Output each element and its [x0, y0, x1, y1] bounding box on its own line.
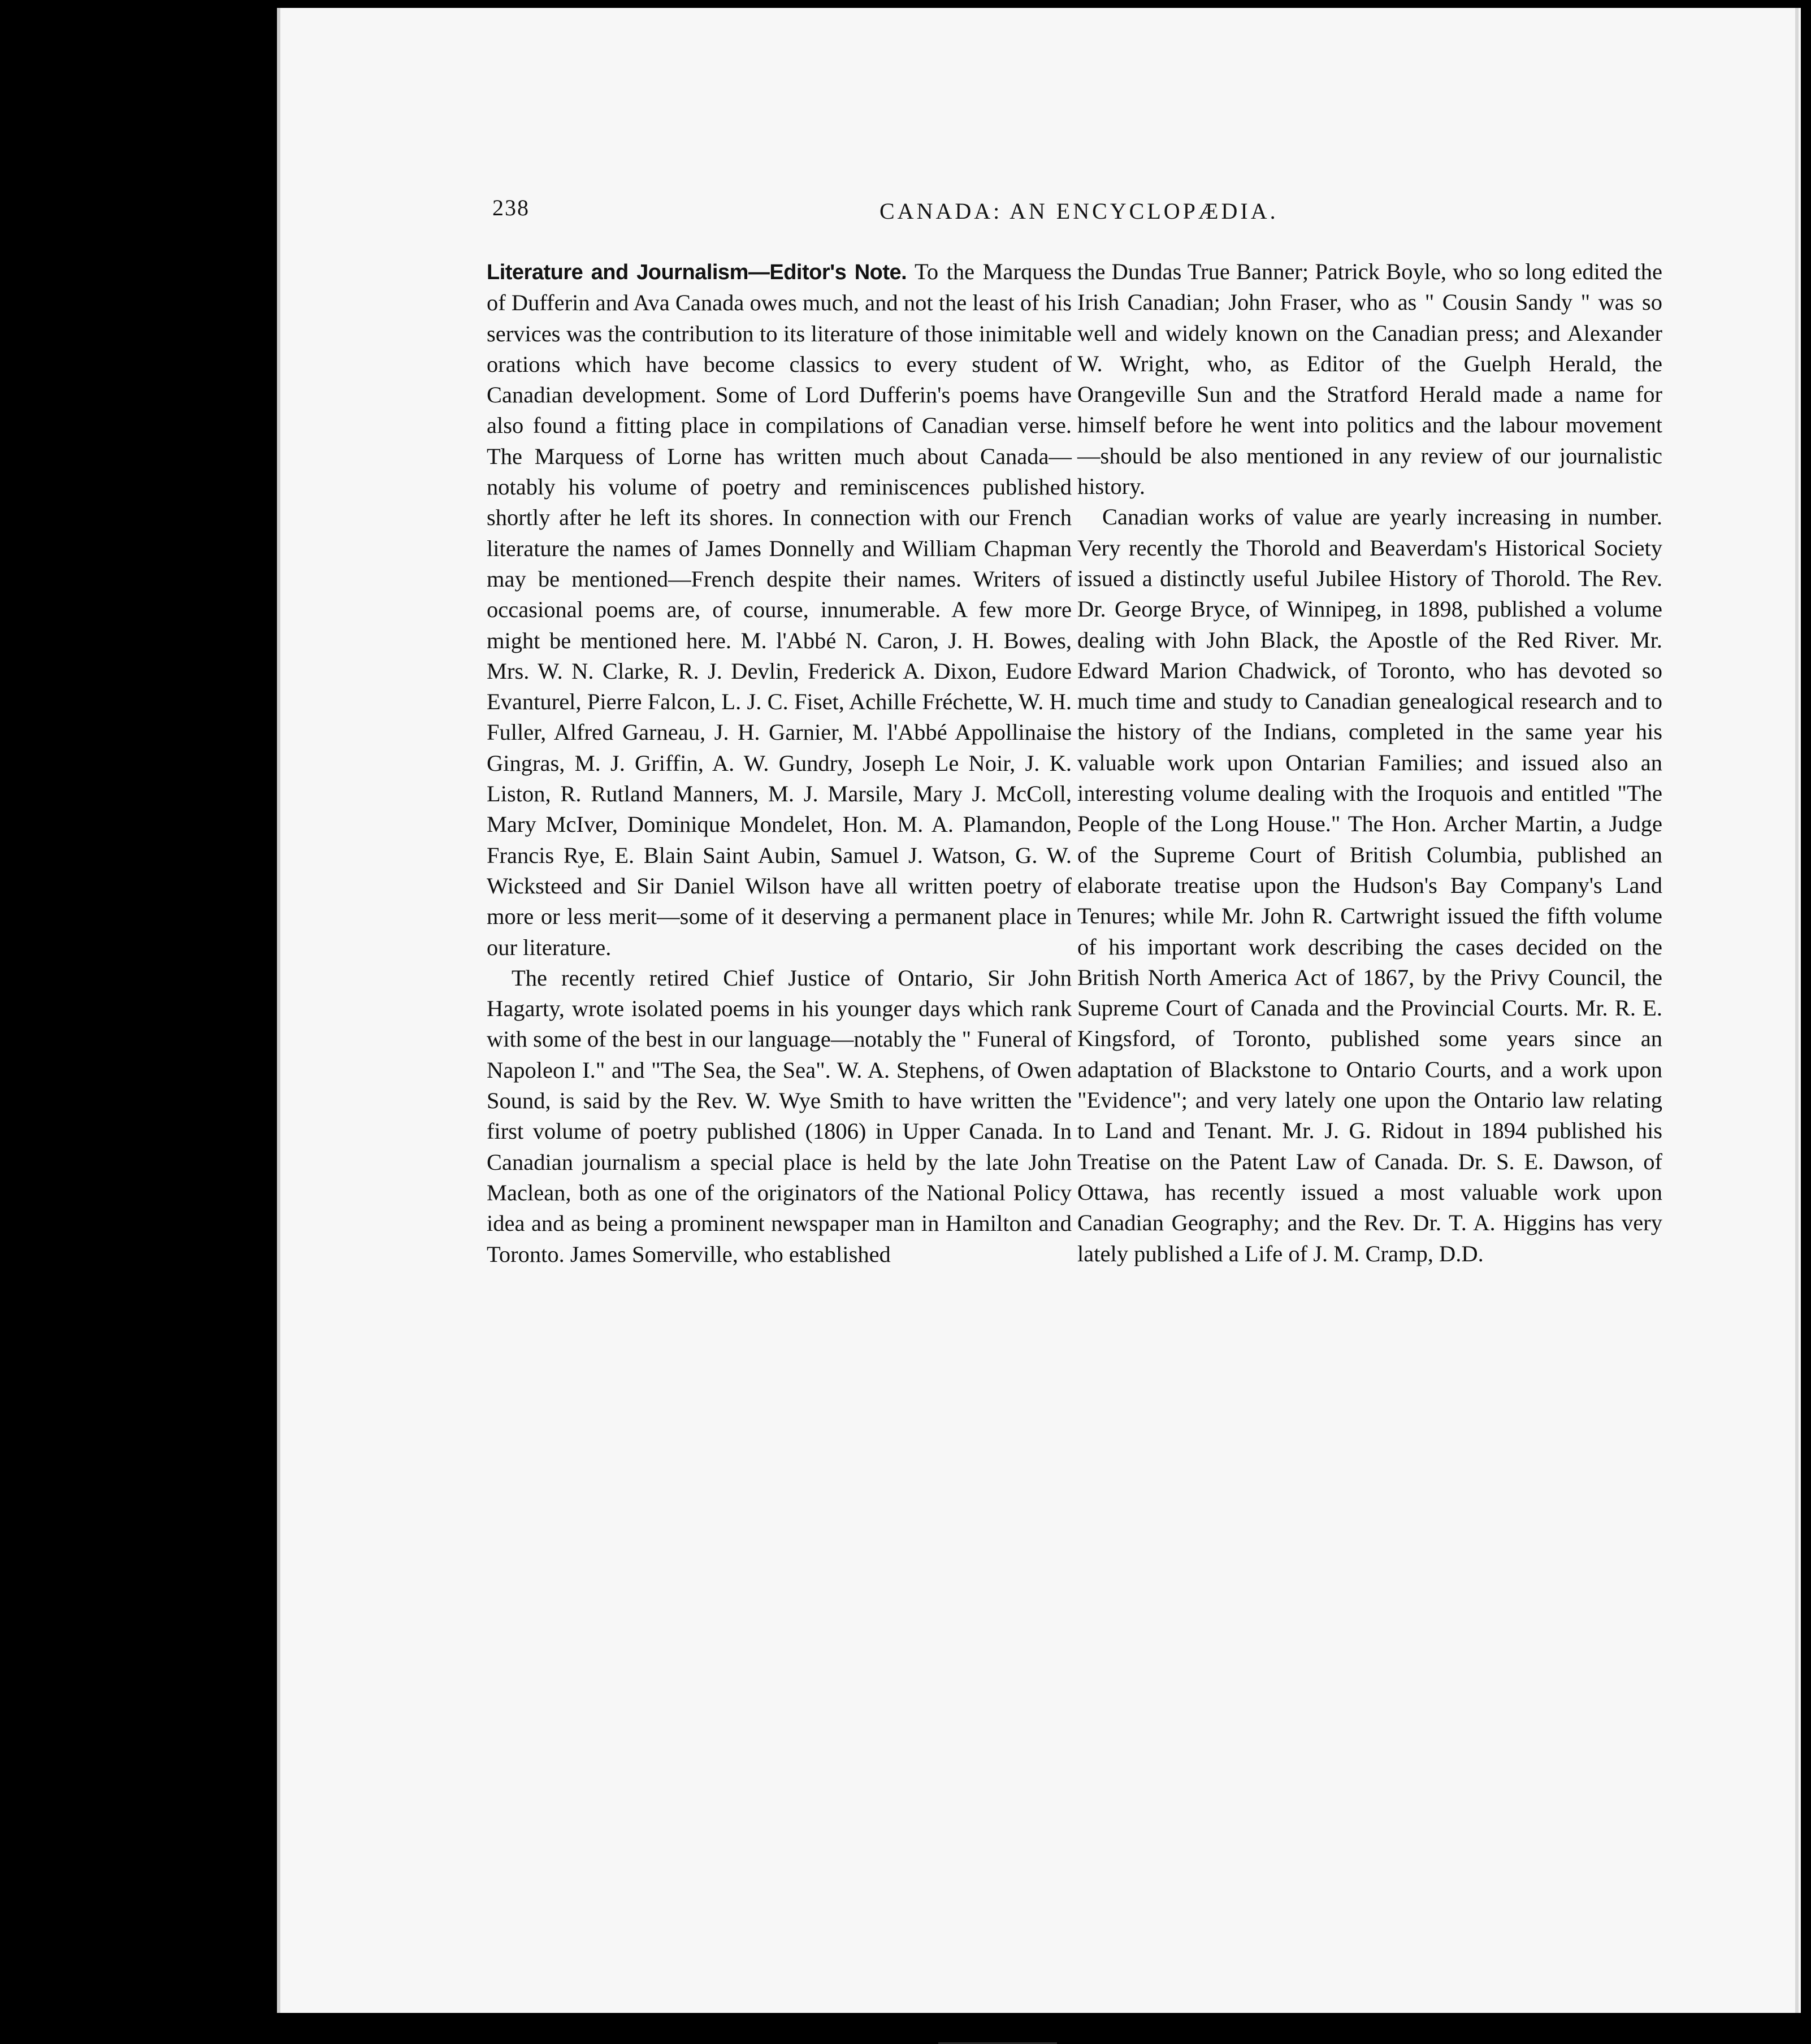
paragraph: The recently retired Chief Justice of Ontario, Sir John Hagarty, wrote isolated poems in his younger days which rank with some of the best in our language—notably the " Funeral of Napoleon I." and "The Sea, the Sea". W. A. Stephens, of Owen Sound, is said by the Rev. W. Wye Smith to have written the first volume of poetry published (1806) in Upper Canada. In Canadian journalism a special place is held by the late John Maclean, both as one of the originators of the National Policy idea and as being a prominent newspaper man in Hamilton and Toronto. James Somerville, who established [487, 965, 1072, 1267]
running-title: CANADA: AN ENCYCLOPÆDIA. [879, 198, 1279, 224]
paragraph [487, 257, 1072, 963]
text-column-left [487, 257, 1072, 1270]
page-edge [1795, 8, 1799, 2013]
paragraph-text: To the Marquess of Dufferin and Ava Canada owes much, and not the least of his services was the contribution to its literature of those inimitable orations which have become classics to every student of Canadian development. Some of Lord Dufferin's poems have also found a fitting place in compilations of Canadian verse. The Marquess of Lorne has written much about Canada—notably his volume of poetry and reminiscences published shortly after he left its shores. In connection with our French literature the names of James Donnelly and William Chapman may be mentioned—French despite their names. Writers of occasional poems are, of course, innumerable. A few more might be mentioned here. M. l'Abbé N. Caron, J. H. Bowes, Mrs. W. N. Clarke, R. J. Devlin, Frederick A. Dixon, Eudore Evanturel, Pierre Falcon, L. J. C. Fiset, Achille Fréchette, W. H. Fuller, Alfred Garneau, J. H. Garnier, M. l'Abbé Appollinaise Gingras, M. J. Griffin, A. W. Gundry, Joseph Le Noir, J. K. Liston, R. Rutland Manners, M. J. Marsile, Mary J. McColl, Mary McIver, Dominique Mondelet, Hon. M. A. Plamandon, Francis Rye, E. Blain Saint Aubin, Samuel J. Watson, G. W. Wicksteed and Sir Daniel Wilson have all written poetry of more or less merit—some of it deserving a permanent place in our literature. [487, 259, 1072, 960]
book-page [277, 8, 1801, 2013]
page-number: 238 [492, 195, 530, 220]
page-header [280, 194, 1801, 228]
paragraph: the Dundas True Banner; Patrick Boyle, who so long edited the Irish Canadian; John Fraser, who as " Cousin Sandy " was so well and widely known on the Canadian press; and Alexander W. Wright, who, as Editor of the Guelph Herald, the Orangeville Sun and the Stratford Herald made a name for himself before he went into politics and the labour movement—should be also mentioned in any review of our journalistic history. [1077, 259, 1662, 500]
section-heading: Literature and Journalism—Editor's Note. [487, 261, 907, 284]
text-column-right [1077, 257, 1662, 1269]
paragraph: Canadian works of value are yearly increasing in number. Very recently the Thorold and Beaverdam's Historical Society issued a distinctly useful Jubilee History of Thorold. The Rev. Dr. George Bryce, of Winnipeg, in 1898, published a volume dealing with John Black, the Apostle of the Red River. Mr. Edward Marion Chadwick, of Toronto, who has devoted so much time and study to Canadian genealogical research and to the history of the Indians, completed in the same year his valuable work upon Ontarian Families; and issued also an interesting volume dealing with the Iroquois and entitled "The People of the Long House." The Hon. Archer Martin, a Judge of the Supreme Court of British Columbia, published an elaborate treatise upon the Hudson's Bay Company's Land Tenures; while Mr. John R. Cartwright issued the fifth volume of his important work describing the cases decided on the British North America Act of 1867, by the Privy Council, the Supreme Court of Canada and the Provincial Courts. Mr. R. E. Kingsford, of Toronto, published some years since an adaptation of Blackstone to Ontario Courts, and a work upon "Evidence"; and very lately one upon the Ontario law relating to Land and Tenant. Mr. J. G. Ridout in 1894 published his Treatise on the Patent Law of Canada. Dr. S. E. Dawson, of Ottawa, has recently issued a most valuable work upon Canadian Geography; and the Rev. Dr. T. A. Higgins has very lately published a Life of J. M. Cramp, D.D. [1077, 504, 1662, 1266]
